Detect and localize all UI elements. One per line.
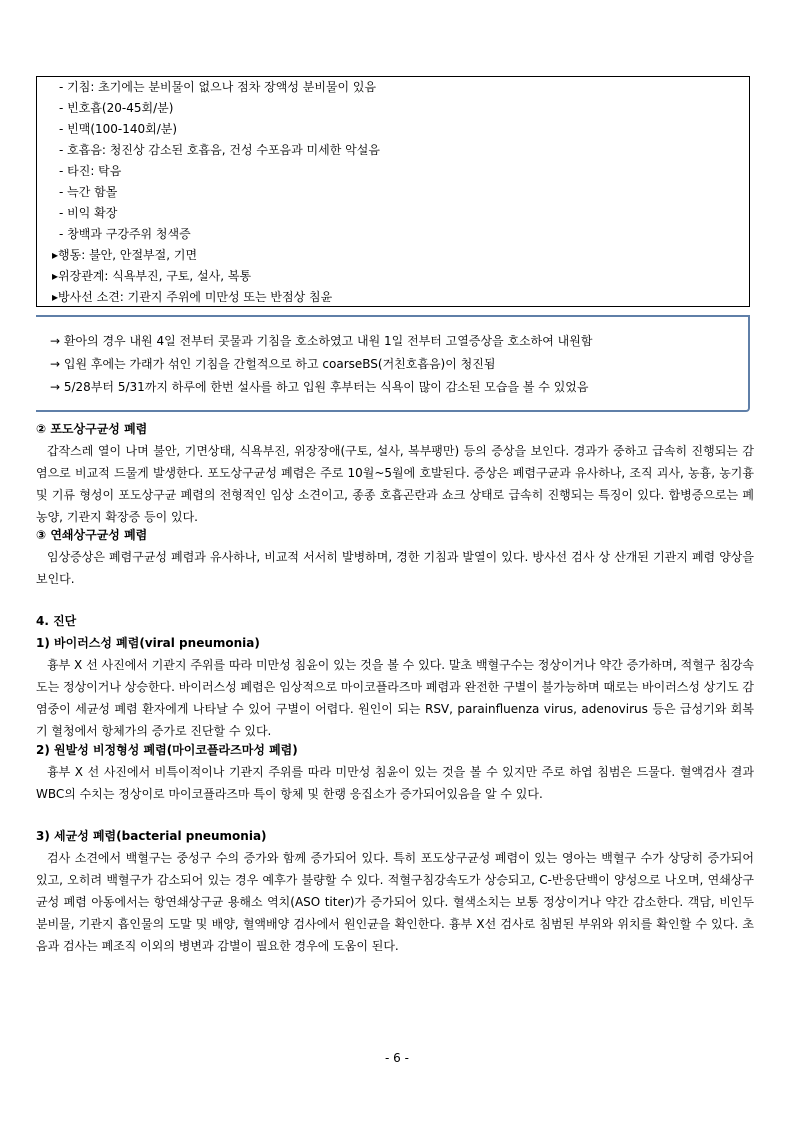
bacterial-heading: 3) 세균성 폐렴(bacterial pneumonia) — [36, 829, 267, 843]
bullet-radiology: ▸방사선 소견: 기관지 주위에 미만성 또는 반점상 침윤 — [52, 290, 333, 304]
strep-heading: ③ 연쇄상구균성 폐렴 — [36, 528, 148, 542]
symptom-tachycardia: - 빈맥(100-140회/분) — [59, 122, 178, 136]
atypical-body: 흉부 X 선 사진에서 비특이적이나 기관지 주위를 따라 미만성 침윤이 있는 것을 볼 수 있지만 주로 하엽 침범은 드물다. 혈액검사 결과 WBC의 수치는 정상이로 마이코플라즈마 특이 항체 및 한랭 응집소가 증가되어있음을 알 수 있다. — [36, 765, 754, 801]
symptom-cough: - 기침: 초기에는 분비물이 없으나 점차 장액성 분비물이 있음 — [59, 80, 377, 94]
diagnosis-heading: 4. 진단 — [36, 614, 77, 628]
callout-line-1: → 환아의 경우 내원 4일 전부터 콧물과 기침을 호소하였고 내원 1일 전부터 고열증상을 호소하여 내원함 — [50, 334, 593, 348]
symptom-tachypnea: - 빈호흡(20-45회/분) — [59, 101, 174, 115]
patient-case-callout — [36, 315, 750, 412]
callout-line-2: → 입원 후에는 가래가 섞인 기침을 간헐적으로 하고 coarseBS(거친호흡음)이 청진됨 — [50, 357, 496, 371]
symptom-percussion: - 타진: 탁음 — [59, 164, 122, 178]
atypical-heading: 2) 원발성 비정형성 폐렴(마이코플라즈마성 폐렴) — [36, 743, 298, 757]
symptom-cyanosis: - 창백과 구강주위 청색증 — [59, 227, 191, 241]
staph-heading: ② 포도상구균성 폐렴 — [36, 422, 148, 436]
symptom-retraction: - 늑간 함몰 — [59, 185, 118, 199]
page-number: - 6 - — [385, 1051, 409, 1065]
strep-body: 임상증상은 폐렴구균성 폐렴과 유사하나, 비교적 서서히 발병하며, 경한 기침과 발열이 있다. 방사선 검사 상 산개된 기관지 폐렴 양상을 보인다. — [36, 550, 754, 586]
callout-line-3: → 5/28부터 5/31까지 하루에 한번 설사를 하고 입원 후부터는 식욕이 많이 감소된 모습을 볼 수 있었음 — [50, 380, 589, 394]
symptom-breath-sounds: - 호흡음: 청진상 감소된 호흡음, 건성 수포음과 미세한 악설음 — [59, 143, 380, 157]
staph-body: 갑작스레 열이 나며 불안, 기면상태, 식욕부진, 위장장애(구토, 설사, 복부팽만) 등의 증상을 보인다. 경과가 중하고 급속히 진행되는 감염으로 비교적 드물게 발생한다. 포도상구균성 폐렴은 주로 10월~5월에 호발된다. 증상은 폐렴구균과 유사하나, 조직 괴사, 농흉, 농기흉 및 기류 형성이 포도상구균 폐렴의 전형적인 임상 소견이고, 종종 호흡곤란과 쇼크 상태로 급속히 진행되는 특징이 있다. 합병증으로는 폐농양, 기관지 확장증 등이 있다. — [36, 444, 754, 524]
symptoms-box — [36, 76, 750, 307]
viral-body: 흉부 X 선 사진에서 기관지 주위를 따라 미만성 침윤이 있는 것을 볼 수 있다. 말초 백혈구수는 정상이거나 약간 증가하며, 적혈구 침강속도는 정상이거나 상승한다. 바이러스성 폐렴은 임상적으로 마이코플라즈마 폐렴과 완전한 구별이 불가능하며 때로는 바이러스성 상기도 감염중이 세균성 폐렴 환자에게 나타날 수 있어 구별이 어렵다. 원인이 되는 RSV, parainfluenza virus, adenovirus 등은 급성기와 회복기 혈청에서 항체가의 증가로 진단할 수 있다. — [36, 658, 754, 738]
symptom-nasal-flaring: - 비익 확장 — [59, 206, 118, 220]
bullet-gi: ▸위장관계: 식욕부진, 구토, 설사, 복통 — [52, 269, 252, 283]
viral-heading: 1) 바이러스성 폐렴(viral pneumonia) — [36, 636, 260, 650]
bacterial-body: 검사 소견에서 백혈구는 중성구 수의 증가와 함께 증가되어 있다. 특히 포도상구균성 폐렴이 있는 영아는 백혈구 수가 상당히 증가되어 있고, 오히려 백혈구가 감소되어 있는 경우 예후가 불량할 수 있다. 적혈구침강속도가 상승되고, C-반응단백이 양성으로 나오며, 연쇄상구균성 폐렴 아동에서는 항연쇄상구균 용해소 역치(ASO titer)가 증가되어 있다. 혈색소치는 보통 정상이거나 약간 감소한다. 객담, 비인두 분비물, 기관지 흡인물의 도말 및 배양, 혈액배양 검사에서 원인균을 확인한다. 흉부 X선 검사로 침범된 부위와 위치를 확인할 수 있다. 초음과 검사는 폐조직 이외의 병변과 감별이 필요한 경우에 도움이 된다. — [36, 851, 754, 953]
bullet-behavior: ▸행동: 불안, 안절부절, 기면 — [52, 248, 198, 262]
